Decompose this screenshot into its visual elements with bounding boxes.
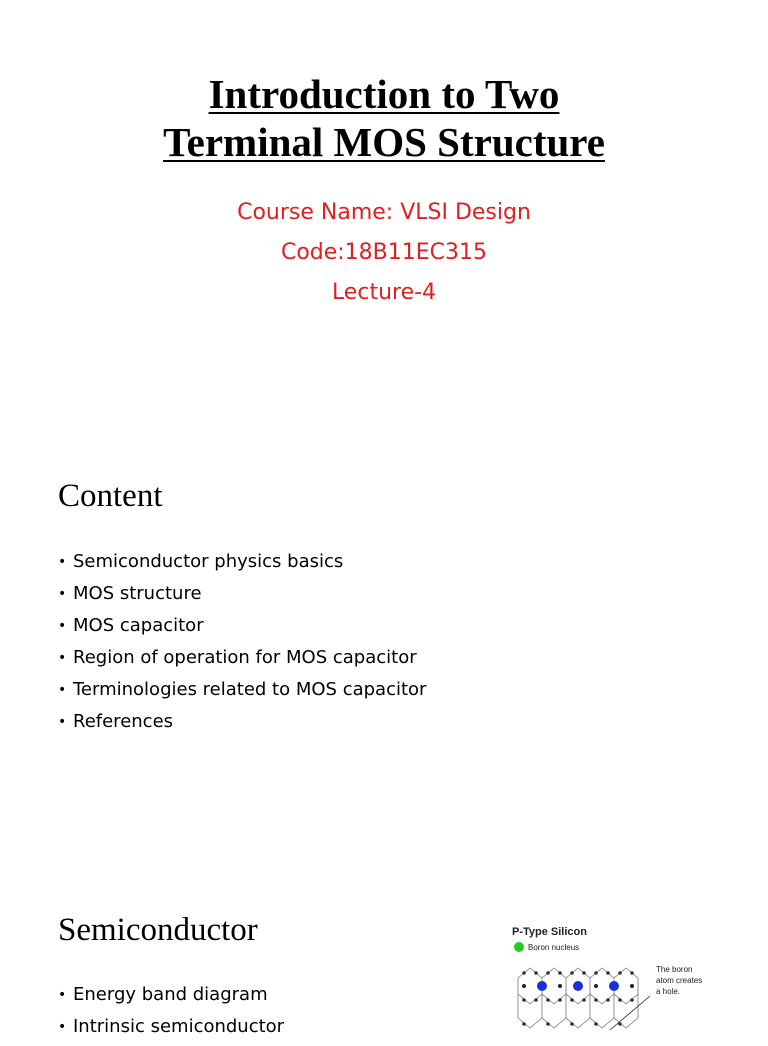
bullet-icon: • — [58, 714, 67, 730]
list-item — [58, 645, 426, 677]
course-code: Code:18B11EC315 — [280, 240, 488, 265]
course-info — [0, 193, 768, 313]
semiconductor-heading: Semiconductor — [58, 912, 258, 948]
list-item — [58, 549, 426, 581]
list-item — [58, 677, 426, 709]
list-item-text: Energy band diagram — [73, 984, 268, 1005]
bullet-icon: • — [58, 1019, 67, 1035]
list-item — [58, 709, 426, 741]
boron-nucleus-icon — [514, 942, 524, 952]
list-item-text: MOS structure — [73, 583, 202, 604]
list-item-text: Semiconductor physics basics — [73, 551, 344, 572]
semiconductor-list — [58, 982, 284, 1046]
figure-title: P-Type Silicon — [512, 926, 587, 938]
lecture-number: Lecture-4 — [331, 280, 437, 305]
bullet-icon: • — [58, 682, 67, 698]
course-name: Course Name: VLSI Design — [237, 200, 531, 225]
bullet-icon: • — [58, 987, 67, 1003]
figure-legend — [514, 942, 579, 952]
content-list — [58, 549, 426, 741]
bullet-icon: • — [58, 650, 67, 666]
bullet-icon: • — [58, 554, 67, 570]
list-item-text: MOS capacitor — [73, 615, 204, 636]
list-item — [58, 982, 284, 1014]
list-item — [58, 1014, 284, 1046]
title-line-1: Introduction to Two — [208, 71, 560, 117]
title-line-2: Terminal MOS Structure — [163, 119, 605, 165]
list-item-text: Region of operation for MOS capacitor — [73, 647, 417, 668]
silicon-lattice-diagram — [510, 958, 660, 1034]
list-item — [58, 613, 426, 645]
p-type-silicon-figure — [506, 924, 706, 1034]
slide-title — [0, 70, 768, 166]
list-item — [58, 581, 426, 613]
bullet-icon: • — [58, 586, 67, 602]
legend-label: Boron nucleus — [528, 942, 580, 952]
bullet-icon: • — [58, 618, 67, 634]
list-item-text: Intrinsic semiconductor — [73, 1016, 285, 1037]
content-heading: Content — [58, 478, 163, 514]
content-slide — [0, 432, 768, 862]
boron-hole-note: The boron atom creates a hole. — [656, 965, 703, 996]
list-item-text: Terminologies related to MOS capacitor — [73, 679, 427, 700]
title-slide — [0, 0, 768, 430]
list-item-text: References — [73, 711, 174, 732]
semiconductor-slide — [0, 864, 768, 1037]
